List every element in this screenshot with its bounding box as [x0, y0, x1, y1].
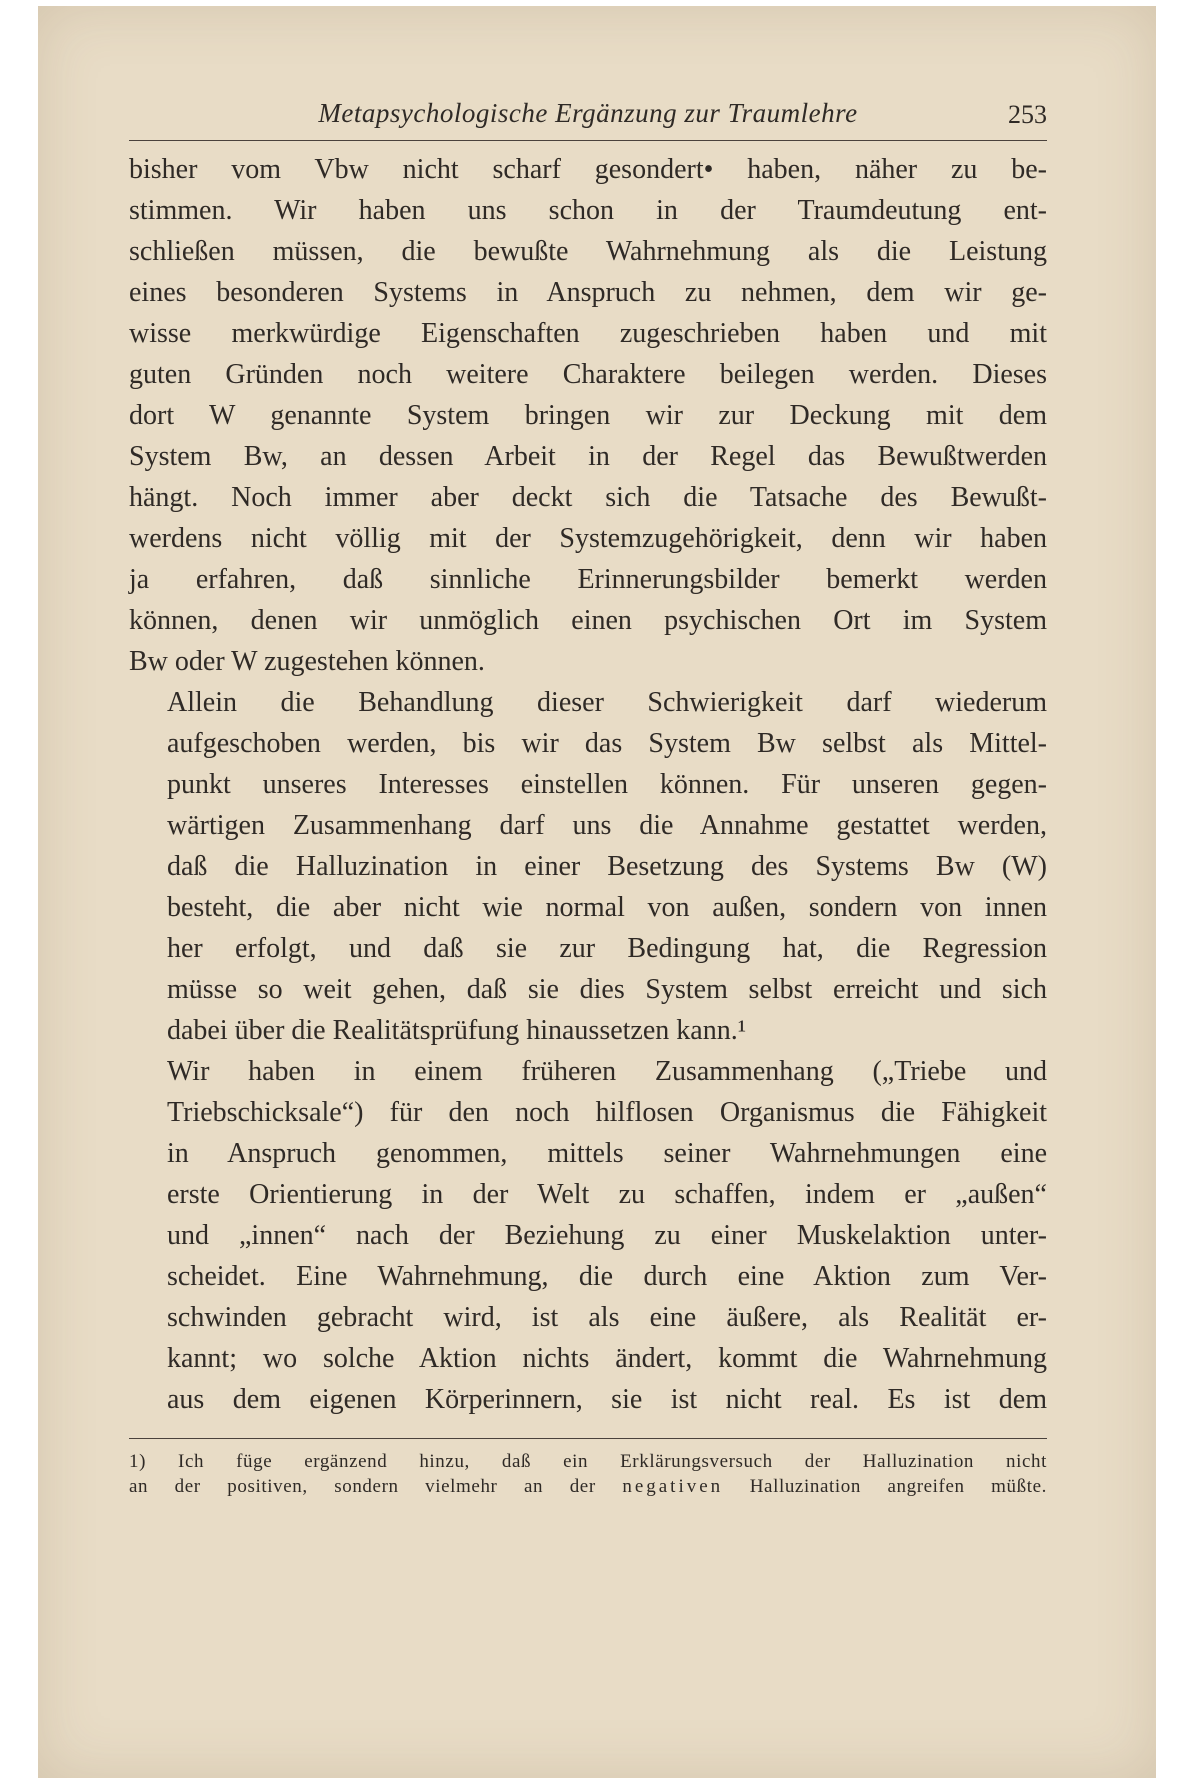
page-number: 253: [1008, 100, 1047, 129]
scanned-page: [38, 6, 1156, 1778]
text-line: her erfolgt, und daß sie zur Bedingung hat, die Regression: [167, 933, 1047, 964]
text-line: punkt unseres Interesses einstellen können. Für unseren gegen-: [167, 769, 1047, 800]
text-line: in Anspruch genommen, mittels seiner Wahrnehmungen eine: [167, 1138, 1047, 1169]
text-line: Triebschicksale“) für den noch hilflosen Organismus die Fähigkeit: [167, 1097, 1047, 1128]
text-line: kannt; wo solche Aktion nichts ändert, kommt die Wahrnehmung: [167, 1343, 1047, 1374]
text-line: eines besonderen Systems in Anspruch zu nehmen, dem wir ge-: [129, 277, 1047, 308]
text-line: werdens nicht völlig mit der Systemzugehörigkeit, denn wir haben: [129, 523, 1047, 554]
paragraph-1: [129, 149, 1047, 682]
running-head: Metapsychologische Ergänzung zur Traumlehre: [318, 98, 858, 128]
text-line: erste Orientierung in der Welt zu schaffen, indem er „außen“: [167, 1179, 1047, 1210]
text-line: besteht, die aber nicht wie normal von außen, sondern von innen: [167, 892, 1047, 923]
text-line: schwinden gebracht wird, ist als eine äußere, als Realität er-: [167, 1302, 1047, 1333]
text-line: Wir haben in einem früheren Zusammenhang („Triebe und: [167, 1056, 1047, 1087]
text-line: wisse merkwürdige Eigenschaften zugeschrieben haben und mit: [129, 318, 1047, 349]
book-page: [129, 98, 1047, 1499]
footnote-rule: [129, 1438, 1047, 1439]
text-line: Bw oder W zugestehen können.: [129, 646, 485, 677]
text-line: schließen müssen, die bewußte Wahrnehmung als die Leistung: [129, 236, 1047, 267]
text-line: und „innen“ nach der Beziehung zu einer Muskelaktion unter-: [167, 1220, 1047, 1251]
text-line: ja erfahren, daß sinnliche Erinnerungsbilder bemerkt werden: [129, 564, 1047, 595]
text-line: wärtigen Zusammenhang darf uns die Annahme gestattet werden,: [167, 810, 1047, 841]
footnote-line: [129, 1474, 1047, 1499]
footnote-text: Halluzination angreifen müßte.: [723, 1476, 1047, 1497]
footnote-text: an der positiven, sondern vielmehr an der: [129, 1476, 623, 1497]
text-line: aus dem eigenen Körperinnern, sie ist nicht real. Es ist dem: [167, 1384, 1047, 1415]
footnote-line: 1) Ich füge ergänzend hinzu, daß ein Erklärungsversuch der Halluzination nicht: [129, 1451, 1047, 1472]
text-line: können, denen wir unmöglich einen psychischen Ort im System: [129, 605, 1047, 636]
text-line: scheidet. Eine Wahrnehmung, die durch eine Aktion zum Ver-: [167, 1261, 1047, 1292]
footnote: [129, 1449, 1047, 1499]
paragraph-2: [129, 682, 1047, 1051]
text-line: hängt. Noch immer aber deckt sich die Tatsache des Bewußt-: [129, 482, 1047, 513]
footnote-emphasis: negativen: [622, 1476, 724, 1497]
text-line: bisher vom Vbw nicht scharf gesondert• haben, näher zu be-: [129, 154, 1047, 185]
text-line: müsse so weit gehen, daß sie dies System selbst erreicht und sich: [167, 974, 1047, 1005]
text-line: daß die Halluzination in einer Besetzung des Systems Bw (W): [167, 851, 1047, 882]
text-line: guten Gründen noch weitere Charaktere beilegen werden. Dieses: [129, 359, 1047, 390]
text-line: stimmen. Wir haben uns schon in der Traumdeutung ent-: [129, 195, 1047, 226]
text-line: dabei über die Realitätsprüfung hinaussetzen kann.¹: [167, 1015, 747, 1046]
text-line: dort W genannte System bringen wir zur Deckung mit dem: [129, 400, 1047, 431]
body-text: [129, 149, 1047, 1420]
text-line: System Bw, an dessen Arbeit in der Regel das Bewußtwerden: [129, 441, 1047, 472]
page-header: [129, 98, 1047, 141]
text-line: aufgeschoben werden, bis wir das System Bw selbst als Mittel-: [167, 728, 1047, 759]
text-line: Allein die Behandlung dieser Schwierigkeit darf wiederum: [167, 687, 1047, 718]
paragraph-3: [129, 1051, 1047, 1420]
